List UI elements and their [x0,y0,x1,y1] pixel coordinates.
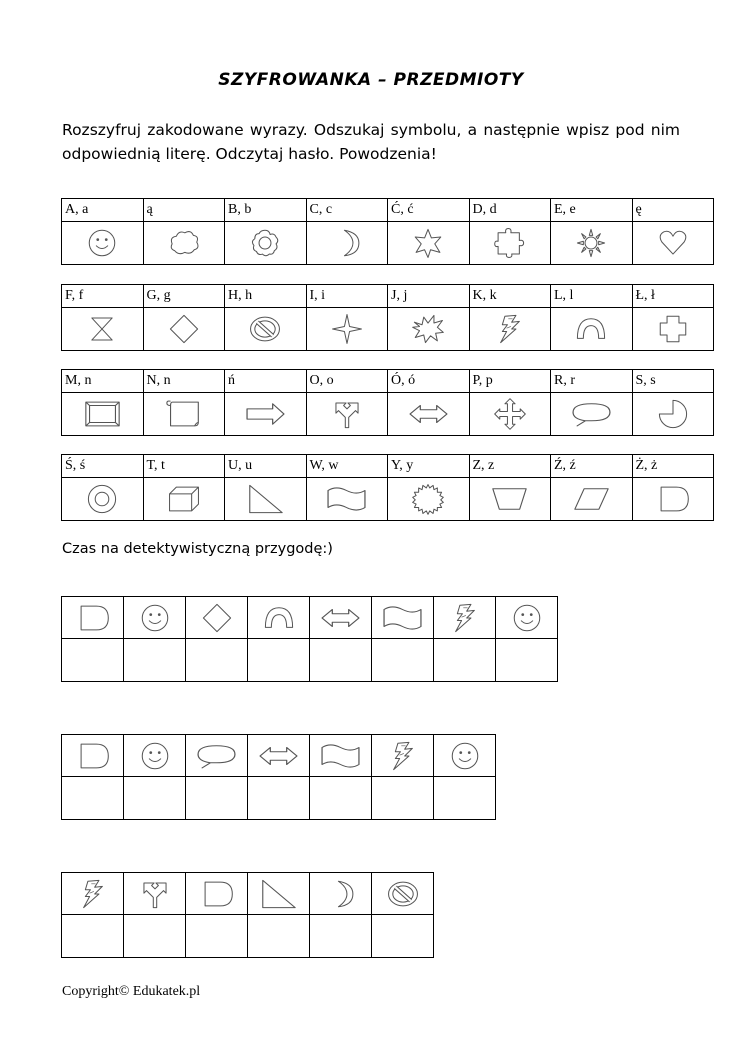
key-letter: Ś, ś [62,455,144,478]
key-letter: Ć, ć [388,199,470,222]
puzzle-symbol [124,597,186,639]
key-letter: Ź, ź [551,455,633,478]
key-letter: ą [143,199,225,222]
key-symbol [306,393,388,436]
key-symbol [62,478,144,521]
key-letter: E, e [551,199,633,222]
answer-cell[interactable] [248,639,310,682]
key-letter: H, h [225,285,307,308]
puzzle-table-2 [61,734,496,820]
answer-cell[interactable] [372,777,434,820]
key-symbol [469,393,551,436]
key-symbol [388,222,470,265]
puzzle-symbol [248,597,310,639]
answer-cell[interactable] [124,639,186,682]
hourglass-icon [85,312,119,346]
puzzle-icon [493,226,527,260]
smiley-icon [448,739,482,773]
key-letter: Z, z [469,455,551,478]
heart-icon [656,226,690,260]
key-symbol [551,222,633,265]
key-symbol [469,222,551,265]
cross-icon [656,312,690,346]
explosion-icon [411,312,445,346]
star6-icon [411,226,445,260]
instructions-line-1: Rozszyfruj zakodowane wyrazy. Odszukaj symbolu, a następnie wpisz pod nim [62,121,680,139]
answer-cell[interactable] [248,777,310,820]
donut-icon [85,482,119,516]
key-symbol [632,393,714,436]
key-letter: U, u [225,455,307,478]
speech-bubble-icon [196,739,237,773]
answer-cell[interactable] [186,777,248,820]
answer-cell[interactable] [248,915,310,958]
key-letter: K, k [469,285,551,308]
key-symbol [469,478,551,521]
key-symbol [225,308,307,351]
arrow-right-icon [245,397,286,431]
arrow-split-icon [330,397,364,431]
key-letter: F, f [62,285,144,308]
puzzle-subtitle: Czas na detektywistyczną przygodę:) [62,541,333,557]
puzzle-symbol [496,597,558,639]
seal-icon [411,482,445,516]
key-letter: J, j [388,285,470,308]
key-table-1 [61,198,714,265]
crescent-icon [324,877,358,911]
arrow-split-icon [138,877,172,911]
wave-icon [320,739,361,773]
puzzle-symbol [186,597,248,639]
diamond-icon [167,312,201,346]
puzzle-symbol [372,873,434,915]
delay-icon [656,482,690,516]
answer-cell[interactable] [186,639,248,682]
smiley-icon [138,739,172,773]
key-symbol [62,393,144,436]
key-symbol [143,478,225,521]
answer-cell[interactable] [372,639,434,682]
key-symbol [388,478,470,521]
smiley-icon [510,601,544,635]
key-letter: I, i [306,285,388,308]
answer-cell[interactable] [310,777,372,820]
key-symbol [551,478,633,521]
delay-icon [76,601,110,635]
instructions-line-2: odpowiednią literę. Odczytaj hasło. Powodzenia! [62,145,437,163]
crescent-icon [330,226,364,260]
answer-cell[interactable] [62,777,124,820]
puzzle-symbol [124,735,186,777]
puzzle-symbol [434,735,496,777]
smiley-icon [138,601,172,635]
key-symbol [225,478,307,521]
arch-icon [574,312,608,346]
puzzle-table-3 [61,872,434,958]
answer-cell[interactable] [496,639,558,682]
key-symbol [551,393,633,436]
key-symbol [632,478,714,521]
arrow-double-icon [408,397,449,431]
key-symbol [632,308,714,351]
key-symbol [388,393,470,436]
answer-cell[interactable] [434,639,496,682]
answer-cell[interactable] [310,915,372,958]
key-letter: Ł, ł [632,285,714,308]
lightning-icon [448,601,482,635]
key-letter: Ż, ż [632,455,714,478]
key-symbol [551,308,633,351]
answer-cell[interactable] [62,639,124,682]
lightning-icon [386,739,420,773]
sun-icon [574,226,608,260]
key-symbol [306,222,388,265]
key-symbol [143,393,225,436]
key-letter: W, w [306,455,388,478]
parallelogram-icon [573,482,610,516]
instructions [62,118,680,166]
key-symbol [225,393,307,436]
key-letter: T, t [143,455,225,478]
puzzle-symbol [372,735,434,777]
key-letter: ń [225,370,307,393]
key-letter: N, n [143,370,225,393]
key-letter: A, a [62,199,144,222]
answer-cell[interactable] [372,915,434,958]
delay-icon [76,739,110,773]
star4-icon [330,312,364,346]
right-triangle-icon [260,877,297,911]
diamond-icon [200,601,234,635]
key-symbol [469,308,551,351]
key-symbol [306,308,388,351]
pie-icon [656,397,690,431]
key-table-2 [61,284,714,351]
scroll-icon [165,397,202,431]
arch-icon [262,601,296,635]
page-title: SZYFROWANKA – PRZEDMIOTY [218,70,524,90]
key-symbol [143,222,225,265]
key-table-4 [61,454,714,521]
answer-cell[interactable] [124,777,186,820]
lightning-icon [493,312,527,346]
key-letter: P, p [469,370,551,393]
key-letter: ę [632,199,714,222]
lightning-icon [76,877,110,911]
puzzle-symbol [62,735,124,777]
right-triangle-icon [247,482,284,516]
puzzle-symbol [62,873,124,915]
cube-icon [167,482,201,516]
key-letter: Y, y [388,455,470,478]
key-symbol [306,478,388,521]
puzzle-table-1 [61,596,558,682]
arrow-quad-icon [493,397,527,431]
key-symbol [143,308,225,351]
answer-cell[interactable] [310,639,372,682]
no-symbol-icon [248,312,282,346]
key-letter: R, r [551,370,633,393]
key-symbol [388,308,470,351]
no-symbol-icon [386,877,420,911]
key-table-3 [61,369,714,436]
puzzle-symbol [434,597,496,639]
key-letter: O, o [306,370,388,393]
key-letter: C, c [306,199,388,222]
answer-cell[interactable] [434,777,496,820]
puzzle-symbol [186,735,248,777]
key-symbol [62,222,144,265]
wave-icon [326,482,367,516]
answer-cell[interactable] [186,915,248,958]
flower-icon [248,226,282,260]
puzzle-symbol [372,597,434,639]
key-letter: L, l [551,285,633,308]
puzzle-symbol [310,735,372,777]
answer-cell[interactable] [62,915,124,958]
answer-cell[interactable] [124,915,186,958]
puzzle-symbol [186,873,248,915]
key-letter: Ó, ó [388,370,470,393]
copyright: Copyright© Edukatek.pl [62,984,201,999]
frame-icon [84,397,121,431]
puzzle-symbol [248,735,310,777]
arrow-double-icon [258,739,299,773]
puzzle-symbol [124,873,186,915]
wave-icon [382,601,423,635]
trapezoid-icon [491,482,528,516]
key-symbol [62,308,144,351]
key-letter: B, b [225,199,307,222]
key-letter: D, d [469,199,551,222]
key-letter: G, g [143,285,225,308]
delay-icon [200,877,234,911]
key-symbol [632,222,714,265]
puzzle-symbol [310,873,372,915]
speech-bubble-icon [571,397,612,431]
puzzle-symbol [62,597,124,639]
key-letter: M, n [62,370,144,393]
arrow-double-icon [320,601,361,635]
key-symbol [225,222,307,265]
key-letter: S, s [632,370,714,393]
puzzle-symbol [310,597,372,639]
smiley-icon [85,226,119,260]
cloud-icon [167,226,201,260]
puzzle-symbol [248,873,310,915]
